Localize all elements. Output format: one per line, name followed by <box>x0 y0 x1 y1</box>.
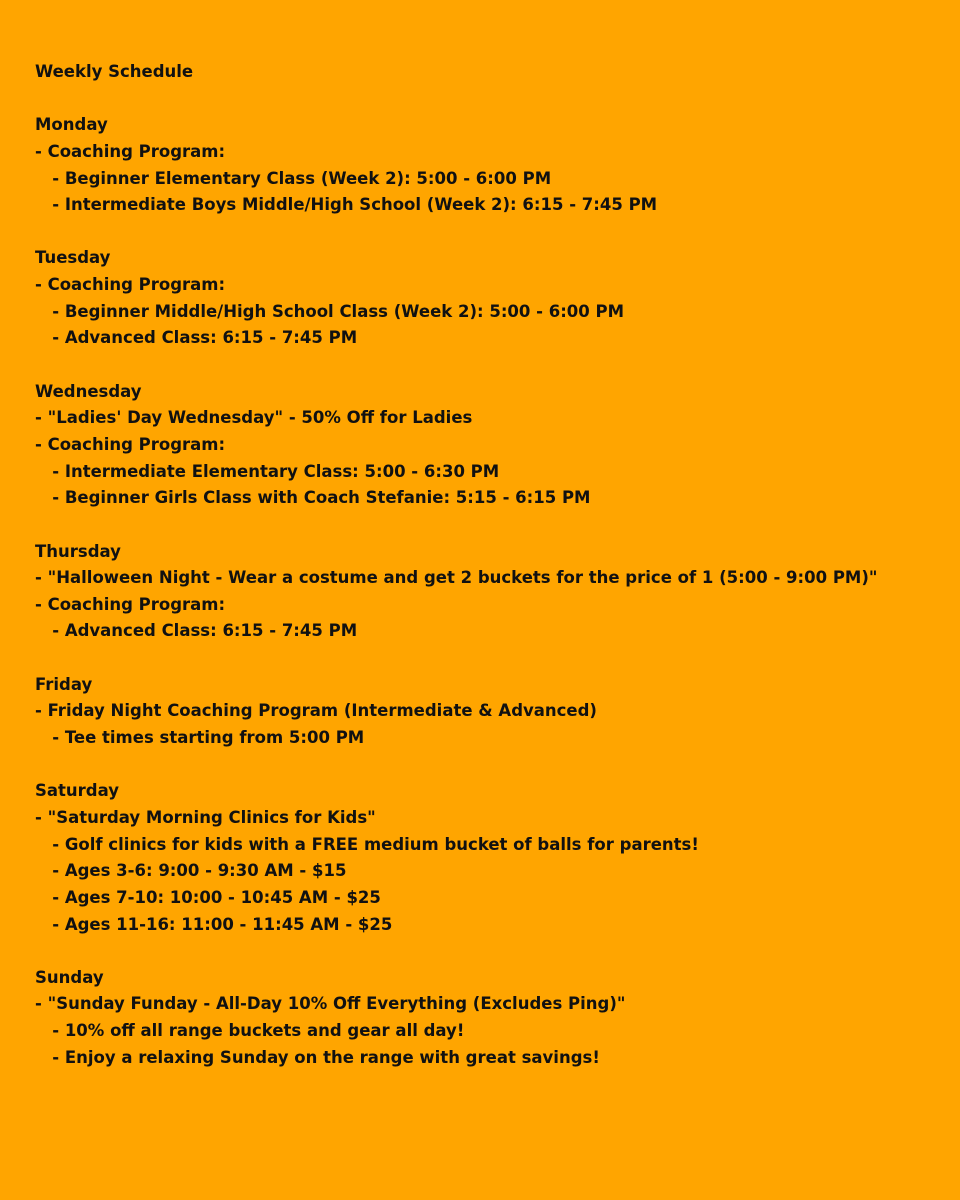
day-heading-sunday: Sunday <box>35 967 104 987</box>
schedule-line: - "Halloween Night - Wear a costume and get 2 buckets for the price of 1 (5:00 - 9:00 PM)" <box>35 568 878 588</box>
schedule-line: - Coaching Program: <box>35 434 226 454</box>
schedule-line: - Intermediate Boys Middle/High School (Week 2): 6:15 - 7:45 PM <box>35 195 658 215</box>
day-heading-wednesday: Wednesday <box>35 381 142 401</box>
page-title: Weekly Schedule <box>35 62 194 81</box>
day-section-thursday <box>35 539 960 646</box>
schedule-line: - Advanced Class: 6:15 - 7:45 PM <box>35 328 358 348</box>
spacer <box>35 219 960 246</box>
schedule-line: - Beginner Middle/High School Class (Week 2): 5:00 - 6:00 PM <box>35 301 625 321</box>
schedule-line: - "Saturday Morning Clinics for Kids" <box>35 807 376 827</box>
day-heading-friday: Friday <box>35 674 93 694</box>
spacer <box>35 86 960 113</box>
schedule-line: - Ages 3-6: 9:00 - 9:30 AM - $15 <box>35 861 347 881</box>
spacer <box>35 512 960 539</box>
day-section-sunday <box>35 965 960 1072</box>
schedule-line: - Beginner Girls Class with Coach Stefanie: 5:15 - 6:15 PM <box>35 488 591 508</box>
schedule-line: - Ages 7-10: 10:00 - 10:45 AM - $25 <box>35 887 381 907</box>
schedule-line: - "Sunday Funday - All-Day 10% Off Everything (Excludes Ping)" <box>35 994 626 1014</box>
schedule-line: - "Ladies' Day Wednesday" - 50% Off for Ladies <box>35 408 473 428</box>
day-heading-tuesday: Tuesday <box>35 248 111 268</box>
schedule-line: - Coaching Program: <box>35 594 226 614</box>
spacer <box>35 352 960 379</box>
spacer <box>35 938 960 965</box>
spacer <box>35 645 960 672</box>
schedule-line: - Tee times starting from 5:00 PM <box>35 728 365 748</box>
schedule-document <box>35 59 960 1071</box>
schedule-line: - Enjoy a relaxing Sunday on the range with great savings! <box>35 1047 600 1067</box>
day-section-friday <box>35 672 960 752</box>
schedule-line: - 10% off all range buckets and gear all day! <box>35 1021 465 1041</box>
schedule-line: - Intermediate Elementary Class: 5:00 - 6:30 PM <box>35 461 500 481</box>
day-section-tuesday <box>35 245 960 352</box>
spacer <box>35 752 960 779</box>
day-heading-monday: Monday <box>35 115 108 135</box>
day-section-monday <box>35 112 960 219</box>
schedule-line: - Ages 11-16: 11:00 - 11:45 AM - $25 <box>35 914 393 934</box>
day-section-wednesday <box>35 379 960 512</box>
schedule-line: - Friday Night Coaching Program (Intermediate & Advanced) <box>35 701 597 721</box>
day-heading-saturday: Saturday <box>35 781 119 801</box>
schedule-line: - Golf clinics for kids with a FREE medium bucket of balls for parents! <box>35 834 699 854</box>
schedule-line: - Coaching Program: <box>35 141 226 161</box>
schedule-line: - Advanced Class: 6:15 - 7:45 PM <box>35 621 358 641</box>
schedule-line: - Beginner Elementary Class (Week 2): 5:00 - 6:00 PM <box>35 168 552 188</box>
schedule-line: - Coaching Program: <box>35 275 226 295</box>
day-heading-thursday: Thursday <box>35 541 121 561</box>
day-section-saturday <box>35 778 960 938</box>
